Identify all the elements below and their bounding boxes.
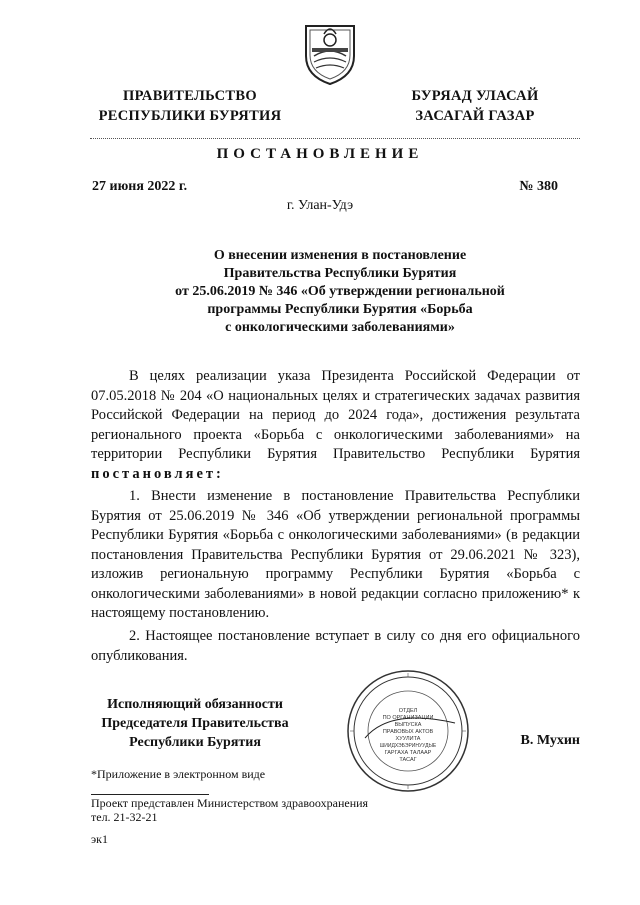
- document-subject: [120, 247, 560, 337]
- item-2-paragraph: [91, 627, 580, 666]
- government-name-bua: [365, 86, 585, 126]
- subject-line: программы Республики Бурятия «Борьба: [207, 302, 473, 317]
- position-line: Республики Бурятия: [129, 735, 261, 750]
- item-2-text: 2. Настоящее постановление вступает в силу со дня его официального опубликования.: [91, 628, 580, 664]
- item-1-text: 1. Внести изменение в постановление Правительства Республики Бурятия от 25.06.2019 № 346 «Об утверждении региональной программы Республики Бурятия «Борьба с онкологическими заболеваниями» (в редакции постановления Правительства Республики Бурятия от 29.06.2021 № 323), изложив региональную программу Республики Бурятия «Борьба с онкологическими заболеваниями» в новой редакции согласно приложению* к настоящему постановлению.: [91, 488, 580, 621]
- header-right-line2: ЗАСАГАЙ ГАЗАР: [415, 108, 535, 124]
- document-title: ПОСТАНОВЛЕНИЕ: [216, 146, 424, 162]
- svg-text:ГАРГАХА ТАЛААР: ГАРГАХА ТАЛААР: [384, 750, 432, 756]
- subject-line: Правительства Республики Бурятия: [223, 266, 457, 281]
- project-info: [91, 796, 368, 824]
- footnote-divider: [91, 794, 209, 795]
- document-code: эк1: [91, 832, 108, 846]
- project-line: Проект представлен Министерством здравоохранения: [91, 796, 369, 810]
- official-stamp-icon: [345, 668, 471, 794]
- subject-line: О внесении изменения в постановление: [213, 248, 467, 263]
- header-right-line1: БУРЯАД УЛАСАЙ: [411, 88, 539, 104]
- svg-text:ПРАВОВЫХ АКТОВ: ПРАВОВЫХ АКТОВ: [382, 729, 434, 735]
- svg-text:ТАСАГ: ТАСАГ: [399, 757, 417, 763]
- government-name-ru: [80, 86, 300, 126]
- subject-line: с онкологическими заболеваниями»: [225, 320, 455, 335]
- svg-text:ВЫПУСКА: ВЫПУСКА: [394, 722, 422, 728]
- svg-text:ПО ОРГАНИЗАЦИИ: ПО ОРГАНИЗАЦИИ: [382, 715, 434, 721]
- position-line: Председателя Правительства: [101, 716, 289, 731]
- document-date: 27 июня 2022 г.: [92, 179, 188, 194]
- decree-word: постановляет:: [91, 465, 224, 482]
- svg-text:ОТДЕЛ: ОТДЕЛ: [398, 708, 418, 714]
- preamble-text: В целях реализации указа Президента Российской Федерации от 07.05.2018 № 204 «О национальных целях и стратегических задачах развития Российской Федерации на период до 2024 года», достижения результата регионального проекта «Борьба с онкологическими заболеваниями» на территории Республики Бурятия Правительство Республики Бурятия: [91, 368, 580, 462]
- svg-text:ШИИДХЭБЭРИНУУДЫЕ: ШИИДХЭБЭРИНУУДЫЕ: [379, 743, 437, 749]
- document-number: № 380: [519, 179, 558, 194]
- header-left-line1: ПРАВИТЕЛЬСТВО: [123, 88, 257, 104]
- attachment-footnote: *Приложение в электронном виде: [91, 767, 266, 781]
- signatory-position: [80, 695, 310, 752]
- svg-text:ХУУЛИТА: ХУУЛИТА: [395, 736, 421, 742]
- header-separator: [90, 138, 580, 139]
- item-1-paragraph: [91, 487, 580, 624]
- document-city: г. Улан-Удэ: [286, 198, 354, 213]
- subject-line: от 25.06.2019 № 346 «Об утверждении региональной: [175, 284, 505, 299]
- header-left-line2: РЕСПУБЛИКИ БУРЯТИЯ: [98, 108, 282, 124]
- position-line: Исполняющий обязанности: [107, 697, 283, 712]
- project-phone: тел. 21-32-21: [91, 810, 158, 824]
- signatory-name: В. Мухин: [520, 733, 580, 748]
- preamble-paragraph: [91, 367, 580, 484]
- coat-of-arms-icon: [300, 18, 360, 88]
